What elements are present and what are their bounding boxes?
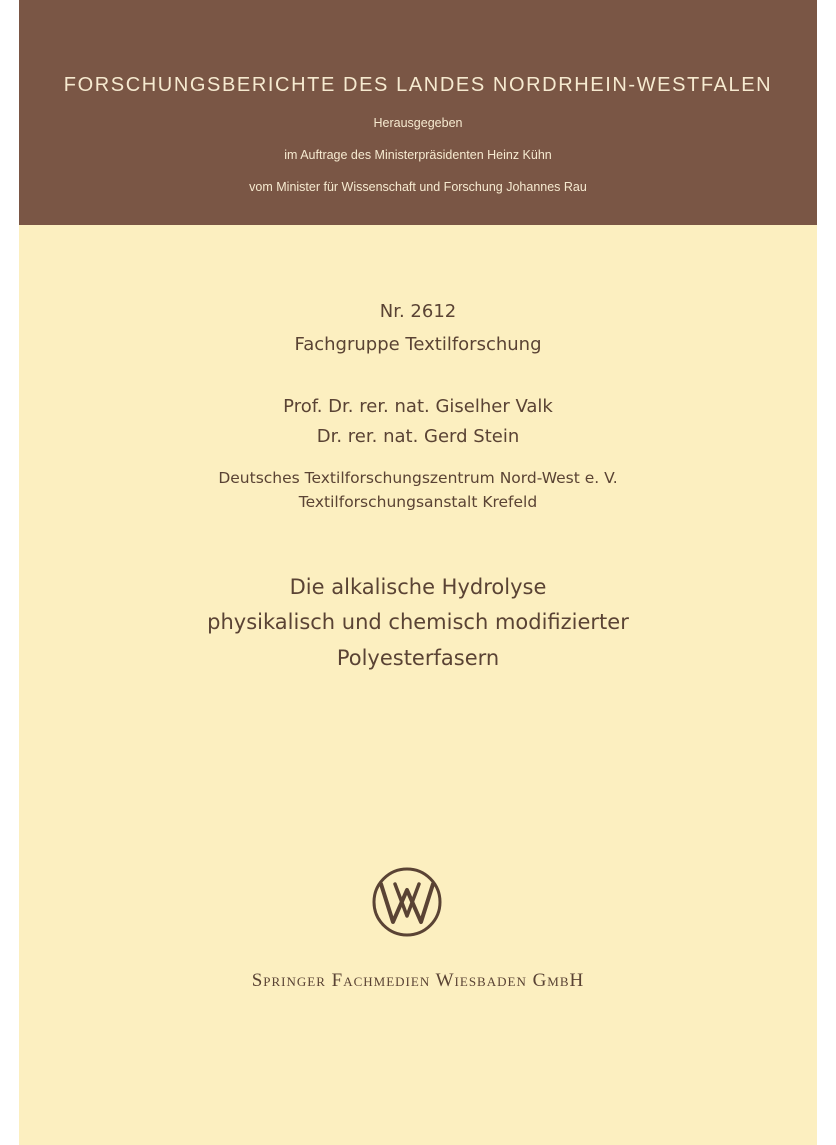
book-title-line: Die alkalische Hydrolyse (289, 575, 547, 599)
header-band (19, 0, 817, 225)
author-name: Prof. Dr. rer. nat. Giselher Valk (283, 396, 553, 417)
header-minister-line: vom Minister für Wissenschaft und Forschung Johannes Rau (249, 180, 587, 194)
institution-name: Deutsches Textilforschungszentrum Nord-West e. V. (218, 469, 618, 487)
springer-vieweg-wv-logo-icon (371, 866, 443, 938)
institution-subname: Textilforschungsanstalt Krefeld (298, 493, 538, 511)
header-commission-line: im Auftrage des Ministerpräsidenten Heinz Kühn (284, 148, 552, 162)
report-group: Fachgruppe Textilforschung (294, 334, 542, 355)
book-title-line: Polyesterfasern (336, 646, 500, 670)
author-name: Dr. rer. nat. Gerd Stein (316, 426, 520, 447)
book-title-line: physikalisch und chemisch modifizierter (207, 610, 629, 634)
header-editor-line: Herausgegeben (373, 116, 463, 130)
report-number: Nr. 2612 (379, 301, 457, 322)
series-title: FORSCHUNGSBERICHTE DES LANDES NORDRHEIN-WESTFALEN (63, 74, 773, 96)
book-cover (19, 0, 817, 1145)
publisher-name: Springer Fachmedien Wiesbaden GmbH (251, 970, 585, 991)
